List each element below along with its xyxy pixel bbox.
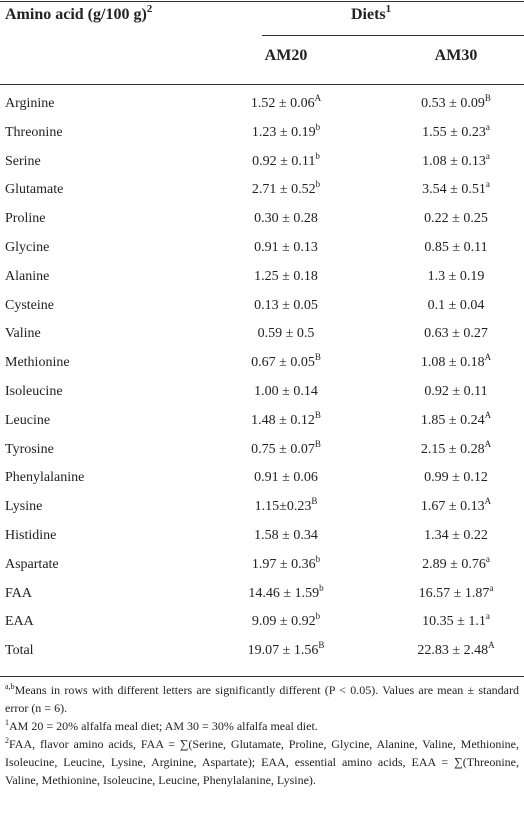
- am20-cell-significance-letter: B: [314, 438, 321, 449]
- am30-cell-value: 3.54 ± 0.51: [422, 182, 486, 198]
- am20-cell-value: 0.91 ± 0.13: [254, 240, 318, 255]
- am30-cell-value: 0.53 ± 0.09: [421, 96, 485, 111]
- footnote-diets: [5, 717, 519, 735]
- am30-cell-value: 2.89 ± 0.76: [422, 556, 486, 572]
- am20-cell-significance-letter: B: [314, 409, 321, 420]
- table-row: [0, 637, 524, 665]
- am20-cell-value: 9.09 ± 0.92: [251, 614, 316, 630]
- am20-cell-value: 0.92 ± 0.11: [252, 153, 316, 169]
- am30-cell: [400, 528, 512, 544]
- am30-cell: [400, 179, 512, 198]
- am20-cell: [230, 326, 342, 342]
- am30-cell-value: 1.08 ± 0.13: [422, 153, 486, 169]
- am30-cell-significance-letter: a: [485, 121, 490, 132]
- row-amino-acid-name: Lysine: [5, 499, 43, 515]
- row-amino-acid-name: FAA: [5, 585, 32, 601]
- table-footnotes: [5, 681, 519, 789]
- am20-cell: [230, 611, 342, 630]
- table-row: [0, 176, 524, 204]
- diets-group-header: [351, 3, 392, 24]
- diets-header-sup: 1: [385, 3, 392, 15]
- am20-cell: [230, 269, 342, 285]
- am20-cell: [230, 211, 342, 227]
- amino-acid-column-header: [5, 3, 153, 24]
- row-amino-acid-name: Threonine: [5, 124, 63, 140]
- row-amino-acid-name: Glutamate: [5, 182, 64, 198]
- am20-cell: [230, 528, 342, 544]
- am20-cell: [230, 121, 342, 141]
- am20-cell-value: 0.67 ± 0.05: [251, 355, 315, 371]
- am30-cell-value: 10.35 ± 1.1: [422, 614, 486, 630]
- am30-cell: [400, 470, 512, 486]
- table-row: [0, 493, 524, 521]
- am30-cell: [400, 582, 512, 602]
- am30-cell: [400, 121, 512, 141]
- row-amino-acid-name: Arginine: [5, 96, 55, 111]
- am20-column-header: AM20: [264, 47, 308, 64]
- table-row: [0, 148, 524, 176]
- am30-cell: [400, 269, 512, 285]
- am20-cell: [230, 470, 342, 486]
- am30-cell: [400, 409, 512, 429]
- amino-acid-header-sup: 2: [146, 3, 153, 15]
- am20-cell-value: 1.48 ± 0.12: [251, 412, 315, 428]
- am20-cell: [230, 150, 342, 170]
- row-amino-acid-name: Isoleucine: [5, 384, 63, 399]
- am30-cell: [400, 150, 512, 170]
- am20-cell-value: 1.23 ± 0.19: [251, 124, 316, 140]
- am20-cell-significance-letter: b: [315, 179, 321, 190]
- am30-cell-significance-letter: A: [488, 640, 495, 651]
- amino-acid-header-label: Amino acid (g/100 g): [5, 6, 147, 23]
- am30-cell: [400, 553, 512, 573]
- am30-cell: [400, 611, 512, 630]
- table-row: [0, 436, 524, 464]
- am30-cell-value: 0.1 ± 0.04: [427, 297, 485, 313]
- row-amino-acid-name: Methionine: [5, 355, 70, 371]
- table-row: [0, 90, 524, 118]
- am20-cell-significance-letter: B: [314, 352, 321, 363]
- table-row: [0, 234, 524, 262]
- header-rule: [0, 84, 524, 85]
- am20-cell-value: 1.97 ± 0.36: [251, 556, 316, 572]
- table-row: [0, 608, 524, 636]
- am30-cell-significance-letter: A: [484, 352, 492, 363]
- am20-cell-significance-letter: b: [315, 553, 321, 564]
- row-amino-acid-name: Total: [5, 643, 34, 659]
- table-row: [0, 580, 524, 608]
- am20-cell: [230, 352, 342, 371]
- am20-cell-value: 1.52 ± 0.06: [250, 96, 315, 111]
- table-row: [0, 349, 524, 377]
- footnote-diets-sup: 1: [5, 718, 9, 727]
- footnote-significance-text: Means in rows with different letters are significantly different (P < 0.05). Values are mean ± standard error (n = 6).: [5, 683, 519, 715]
- am20-cell: [230, 582, 342, 602]
- am30-cell-significance-letter: a: [485, 553, 490, 564]
- row-amino-acid-name: Glycine: [5, 240, 50, 255]
- row-amino-acid-name: Tyrosine: [5, 441, 54, 457]
- table-row: [0, 522, 524, 550]
- am20-cell-value: 19.07 ± 1.56: [247, 643, 319, 659]
- am20-cell-value: 1.25 ± 0.18: [254, 268, 318, 284]
- am20-cell: [230, 409, 342, 429]
- bottom-rule: [0, 676, 524, 677]
- footnote-definitions-text: FAA, flavor amino acids, FAA = ∑(Serine, Glutamate, Proline, Glycine, Alanine, Valine, Methionine, Isoleucine, Leucine, Lysine, Arginine, Aspartate); EAA, essential amino acids, EAA = ∑(Threonine, Valine, Methionine, Isoleucine, Leucine, Phenylalanine, Lysine).: [5, 737, 519, 787]
- am30-cell-significance-letter: a: [485, 611, 490, 622]
- am20-cell-significance-letter: A: [314, 93, 322, 103]
- table-row: [0, 378, 524, 406]
- am20-cell-value: 0.30 ± 0.28: [254, 211, 318, 227]
- table-row: [0, 119, 524, 147]
- table-row: [0, 292, 524, 320]
- am20-cell: [230, 496, 342, 515]
- footnote-significance: [5, 681, 519, 717]
- am30-cell-value: 0.85 ± 0.11: [424, 240, 488, 255]
- am30-cell-value: 0.99 ± 0.12: [424, 470, 488, 486]
- am20-cell-significance-letter: B: [311, 496, 318, 507]
- am20-cell-value: 0.59 ± 0.5: [257, 326, 315, 342]
- am30-cell-value: 2.15 ± 0.28: [420, 441, 485, 457]
- am20-cell-value: 1.00 ± 0.14: [254, 384, 318, 399]
- row-amino-acid-name: EAA: [5, 614, 34, 630]
- am30-cell-significance-letter: B: [484, 93, 491, 103]
- am30-cell-value: 16.57 ± 1.87: [418, 585, 490, 601]
- am20-cell-value: 0.91 ± 0.06: [254, 470, 318, 486]
- am20-cell-significance-letter: B: [318, 640, 325, 651]
- table-row: [0, 205, 524, 233]
- am30-column-header: AM30: [434, 47, 478, 64]
- am20-cell: [230, 298, 342, 314]
- am30-cell-value: 1.55 ± 0.23: [422, 124, 486, 140]
- am30-cell: [400, 240, 512, 256]
- footnote-significance-sup: a,b: [5, 682, 15, 691]
- am30-cell-significance-letter: a: [485, 150, 490, 161]
- am30-cell: [400, 640, 512, 659]
- am30-cell-significance-letter: a: [489, 582, 494, 593]
- am20-cell-value: 14.46 ± 1.59: [248, 585, 320, 601]
- am30-cell: [400, 496, 512, 515]
- am20-cell-significance-letter: b: [315, 611, 321, 622]
- row-amino-acid-name: Cysteine: [5, 297, 54, 313]
- am30-cell: [400, 298, 512, 314]
- row-amino-acid-name: Aspartate: [5, 556, 59, 572]
- row-amino-acid-name: Serine: [5, 153, 41, 169]
- row-amino-acid-name: Histidine: [5, 528, 57, 543]
- diets-subrule: [262, 35, 524, 36]
- row-amino-acid-name: Alanine: [5, 268, 50, 284]
- am30-cell-significance-letter: A: [484, 409, 492, 420]
- am30-cell-value: 0.92 ± 0.11: [424, 384, 488, 399]
- top-rule: [0, 1, 524, 2]
- am30-cell-value: 1.08 ± 0.18: [420, 355, 485, 371]
- am30-cell: [400, 438, 512, 458]
- footnote-diets-text: AM 20 = 20% alfalfa meal diet; AM 30 = 30% alfalfa meal diet.: [9, 719, 318, 733]
- footnote-definitions-sup: 2: [5, 736, 9, 745]
- am30-cell: [400, 211, 512, 227]
- am30-cell-value: 1.34 ± 0.22: [424, 528, 488, 543]
- am20-cell: [230, 640, 342, 659]
- am20-cell-value: 1.58 ± 0.34: [254, 528, 318, 543]
- am20-cell-significance-letter: b: [315, 121, 321, 132]
- am20-cell: [230, 93, 342, 112]
- am30-cell-value: 1.3 ± 0.19: [427, 268, 485, 284]
- row-amino-acid-name: Leucine: [5, 412, 51, 428]
- table-row: [0, 464, 524, 492]
- row-amino-acid-name: Proline: [5, 211, 46, 227]
- am20-cell-value: 0.13 ± 0.05: [254, 297, 318, 313]
- am20-cell: [230, 179, 342, 198]
- am20-cell-value: 2.71 ± 0.52: [251, 182, 316, 198]
- row-amino-acid-name: Valine: [5, 326, 41, 342]
- am20-cell-significance-letter: b: [319, 582, 324, 593]
- am20-cell: [230, 553, 342, 573]
- am20-cell-value: 1.15±0.23: [254, 499, 312, 515]
- am30-cell-value: 22.83 ± 2.48: [417, 643, 489, 659]
- am30-cell: [400, 326, 512, 342]
- table-row: [0, 320, 524, 348]
- am30-cell-significance-letter: A: [484, 438, 492, 449]
- row-amino-acid-name: Phenylalanine: [5, 470, 85, 486]
- table-row: [0, 551, 524, 579]
- am20-cell-value: 0.75 ± 0.07: [251, 441, 315, 457]
- am30-cell-significance-letter: a: [485, 179, 490, 190]
- am30-cell-value: 0.22 ± 0.25: [424, 211, 488, 227]
- diets-header-label: Diets: [351, 6, 386, 23]
- am30-cell-significance-letter: A: [484, 496, 492, 507]
- am30-cell: [400, 384, 512, 400]
- am20-cell: [230, 240, 342, 256]
- am30-cell-value: 1.85 ± 0.24: [420, 412, 485, 428]
- table-row: [0, 263, 524, 291]
- footnote-definitions: [5, 735, 519, 789]
- am20-cell: [230, 438, 342, 458]
- am30-cell-value: 1.67 ± 0.13: [420, 499, 485, 515]
- am30-cell: [400, 352, 512, 371]
- am30-cell-value: 0.63 ± 0.27: [424, 326, 488, 342]
- am20-cell: [230, 384, 342, 400]
- am20-cell-significance-letter: b: [315, 150, 320, 161]
- am30-cell: [400, 93, 512, 112]
- table-row: [0, 407, 524, 435]
